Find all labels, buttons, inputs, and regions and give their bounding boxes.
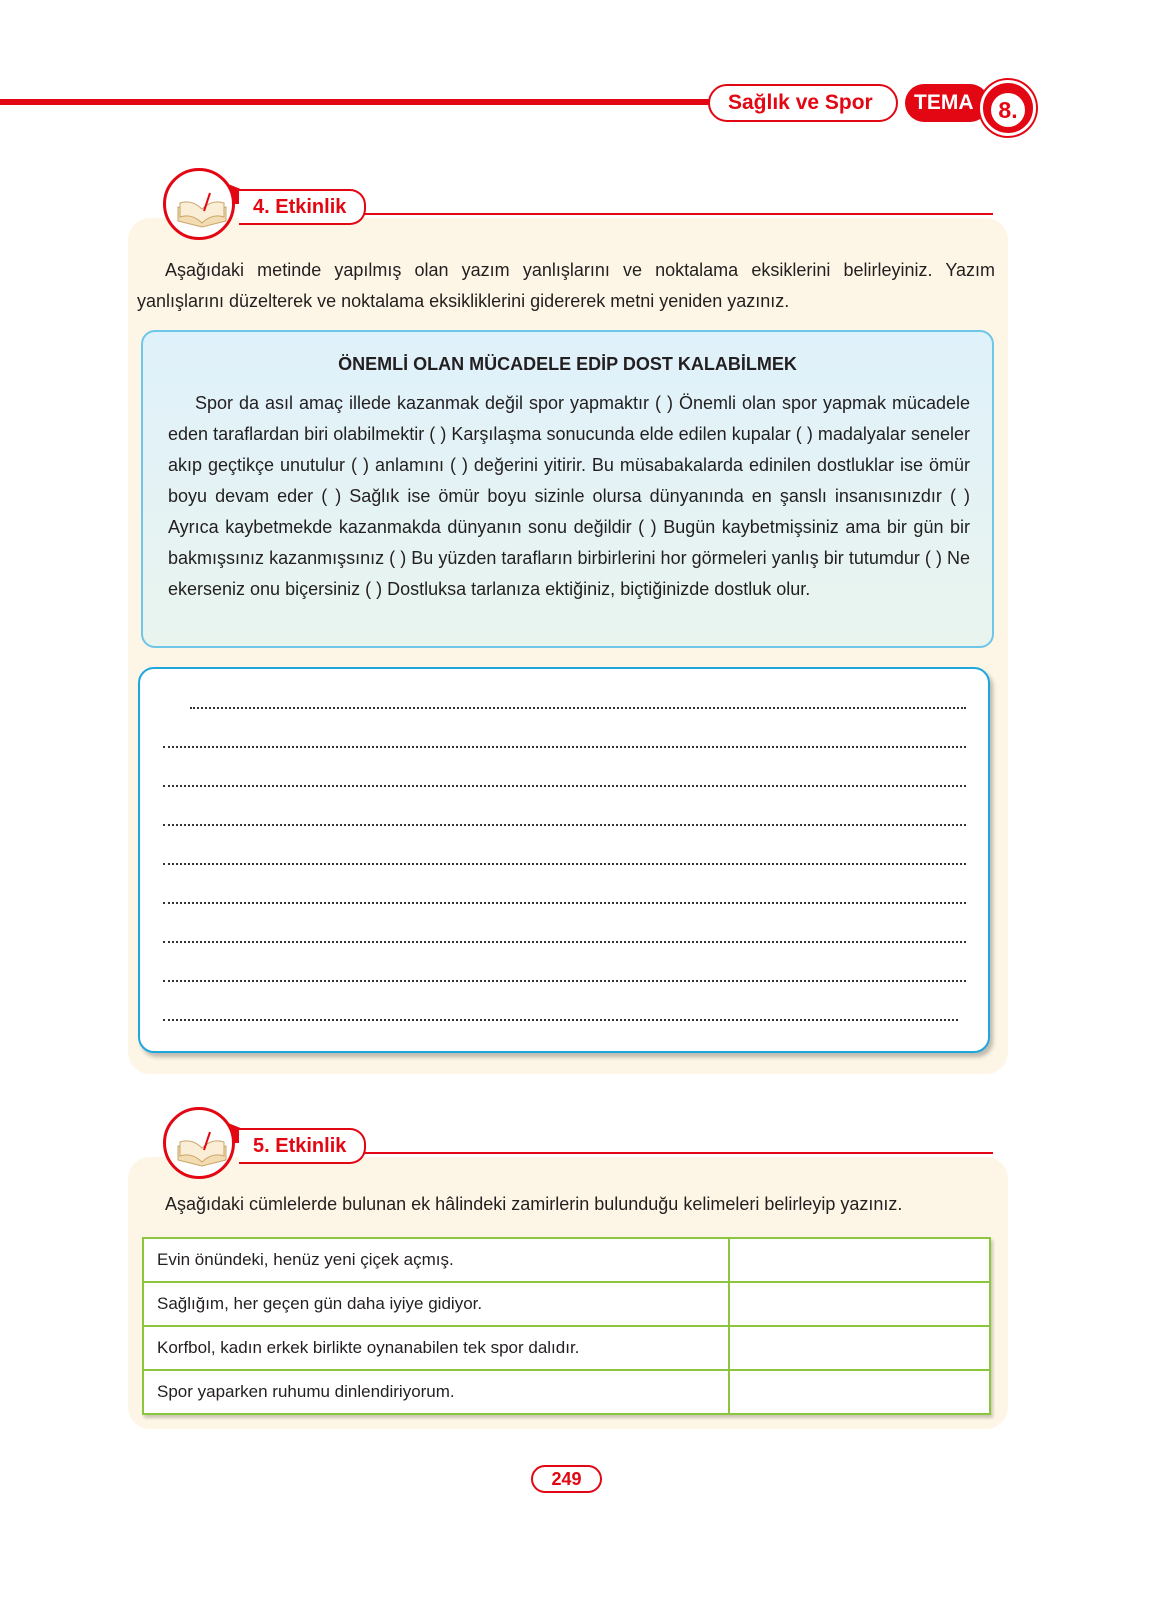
activity5-instruction: Aşağıdaki cümlelerde bulunan ek hâlindeki zamirlerin bulunduğu kelimeleri belirleyip yazınız.	[165, 1194, 903, 1214]
sentence-cell: Evin önündeki, henüz yeni çiçek açmış.	[143, 1238, 729, 1282]
tema-label: TEMA	[905, 84, 989, 122]
open-book-icon	[174, 1130, 230, 1170]
tema-number: 8.	[991, 93, 1025, 127]
answer-line[interactable]	[163, 980, 966, 982]
passage-title: ÖNEMLİ OLAN MÜCADELE EDİP DOST KALABİLMEK	[338, 354, 797, 374]
activity5-heading	[163, 1102, 993, 1182]
answer-cell[interactable]	[729, 1370, 990, 1414]
heading-rule	[263, 1152, 993, 1154]
tema-number-badge	[980, 80, 1036, 136]
header-rule	[0, 99, 735, 105]
table-row	[143, 1326, 990, 1370]
answer-line[interactable]	[163, 902, 966, 904]
activity4-heading	[163, 163, 993, 243]
answer-line[interactable]	[163, 941, 966, 943]
answer-line[interactable]	[163, 785, 966, 787]
answer-cell[interactable]	[729, 1282, 990, 1326]
answer-cell[interactable]	[729, 1326, 990, 1370]
table-row	[143, 1370, 990, 1414]
answer-line[interactable]	[163, 863, 966, 865]
book-icon-circle	[163, 1107, 235, 1179]
page-number: 249	[531, 1465, 602, 1493]
activity4-title: 4. Etkinlik	[239, 189, 366, 225]
answer-line[interactable]	[190, 707, 966, 709]
passage-body: Spor da asıl amaç illede kazanmak değil spor yapmaktır ( ) Önemli olan spor yapmak mücadele eden taraflardan biri olabilmektir ( ) Karşılaşma sonucunda elde edilen kupalar ( ) madalyalar seneler akıp geçtikçe unutulur ( ) anlamını ( ) değerini yitirir. Bu müsabakalarda edinilen dostluklar ise ömür boyu devam eder ( ) Sağlık ise ömür boyu sizinle olursa dünyanında en şanslı insanısınızdır ( ) Ayrıca kaybetmekde kazanmakda dünyanın sonu değildir ( ) Bugün kaybetmişsiniz ama bir gün bir bakmışsınız kazanmışsınız ( ) Bu yüzden tarafların birbirlerini hor görmeleri yanlış bir tutumdur ( ) Ne ekerseniz onu biçersiniz ( ) Dostluksa tarlanıza ektiğiniz, biçtiğinizde dostluk olur.	[168, 393, 970, 599]
table-row	[143, 1282, 990, 1326]
sentence-cell: Korfbol, kadın erkek birlikte oynanabilen tek spor dalıdır.	[143, 1326, 729, 1370]
answer-writing-area[interactable]	[138, 667, 990, 1053]
heading-rule	[263, 213, 993, 215]
passage-box	[141, 330, 994, 648]
answer-line[interactable]	[163, 1019, 958, 1021]
answer-line[interactable]	[163, 824, 966, 826]
open-book-icon	[174, 191, 230, 231]
sentence-cell: Spor yaparken ruhumu dinlendiriyorum.	[143, 1370, 729, 1414]
answer-cell[interactable]	[729, 1238, 990, 1282]
activity5-title: 5. Etkinlik	[239, 1128, 366, 1164]
answer-line[interactable]	[163, 746, 966, 748]
book-icon-circle	[163, 168, 235, 240]
sentence-cell: Sağlığım, her geçen gün daha iyiye gidiyor.	[143, 1282, 729, 1326]
table-row	[143, 1238, 990, 1282]
theme-title: Sağlık ve Spor	[708, 84, 898, 122]
activity4-instruction: Aşağıdaki metinde yapılmış olan yazım yanlışlarını ve noktalama eksiklerini belirleyiniz. Yazım yanlışlarını düzelterek ve noktalama eksikliklerini gidererek metni yeniden yazınız.	[137, 260, 995, 311]
pronoun-table	[142, 1237, 991, 1415]
